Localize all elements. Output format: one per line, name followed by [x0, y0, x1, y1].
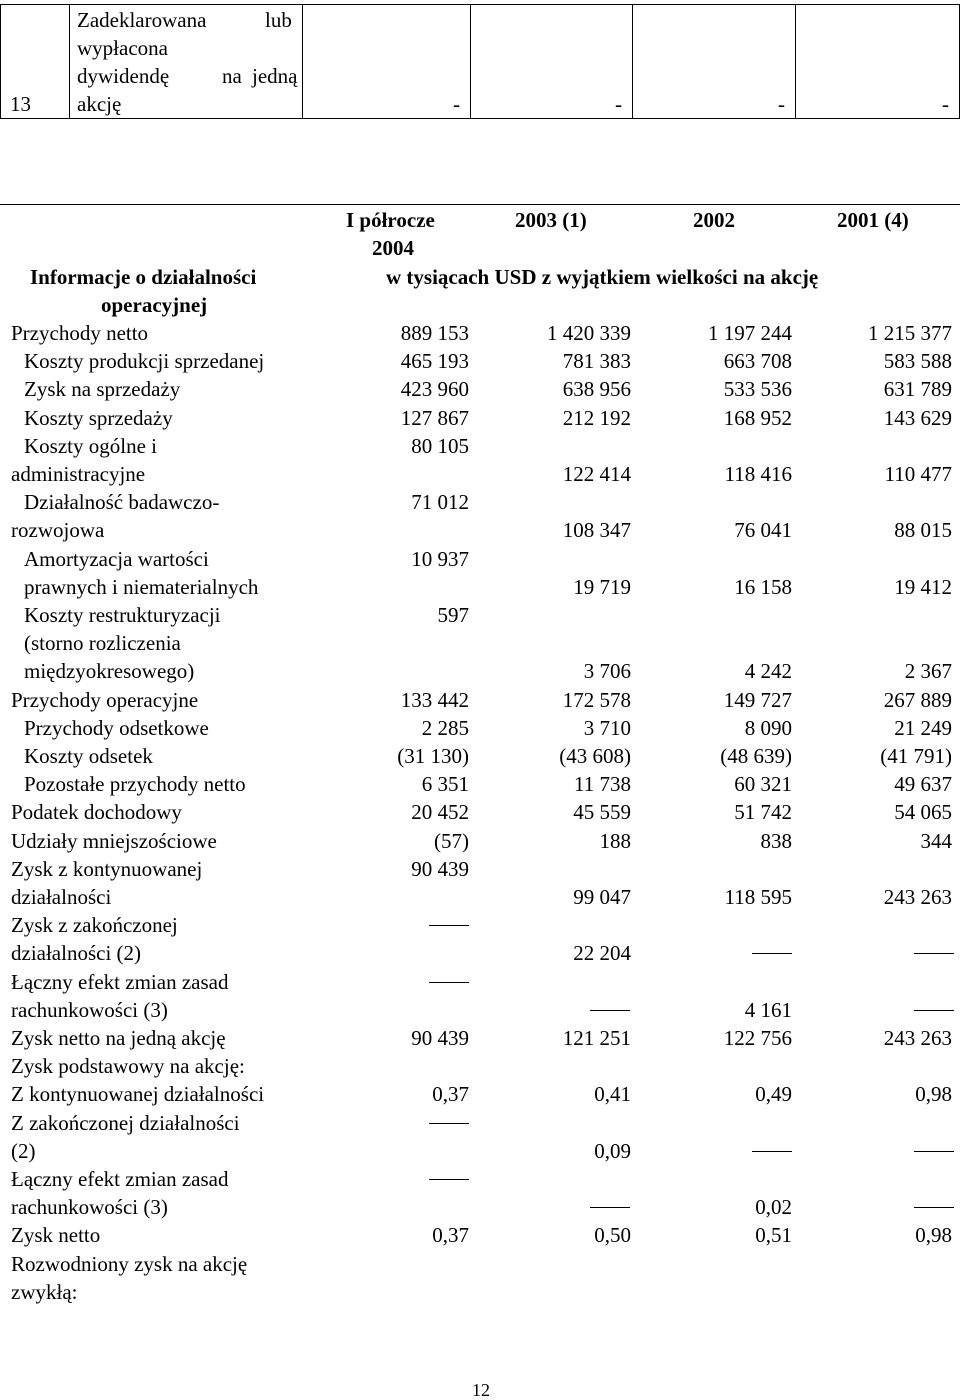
row-label: międzyokresowego) — [24, 659, 195, 684]
cell-value: 108 347 — [562, 518, 631, 543]
row-label: Koszty restrukturyzacji — [24, 603, 221, 627]
cell-value: 583 588 — [883, 349, 952, 374]
cell-value: 90 439 — [411, 856, 469, 881]
cell-value: 188 — [599, 828, 631, 853]
row-label: Zysk netto na jedną akcję — [11, 1026, 226, 1050]
dividend-label-word: jedną — [252, 64, 298, 88]
row-label: Zysk z zakończonej — [11, 913, 178, 938]
row-label: Zysk podstawowy na akcję: — [11, 1054, 245, 1079]
dash-mark — [429, 925, 469, 926]
cell-value: 0,51 — [755, 1223, 792, 1248]
row-label: Podatek dochodowy — [11, 800, 182, 825]
row-label: rozwojowa — [11, 518, 105, 543]
dash-mark — [914, 1151, 954, 1152]
row-label: Przychody netto — [11, 321, 149, 345]
dividend-value: - — [453, 92, 460, 116]
section-title: Informacje o działalności — [30, 265, 257, 289]
cell-value: 99 047 — [573, 885, 631, 909]
dividend-value: - — [942, 92, 949, 116]
cell-value: 465 193 — [400, 349, 469, 374]
row-label: Działalność badawczo- — [24, 490, 220, 515]
cell-value: 21 249 — [894, 715, 952, 740]
cell-value: 3 706 — [583, 659, 631, 684]
cell-value: 597 — [437, 603, 469, 627]
cell-value: 80 105 — [411, 433, 469, 458]
row-label: Udziały mniejszościowe — [11, 828, 217, 853]
cell-value: 1 197 244 — [708, 321, 792, 345]
row-label: rachunkowości (3) — [11, 1195, 168, 1220]
cell-value: 212 192 — [562, 405, 631, 430]
cell-value: 16 158 — [734, 574, 792, 599]
dash-mark — [752, 1151, 792, 1152]
row-label: (storno rozliczenia — [24, 631, 181, 656]
row-label: Koszty ogólne i — [24, 433, 157, 458]
dividend-label-word: wypłacona — [77, 36, 168, 60]
cell-value: 10 937 — [411, 546, 469, 571]
cell-value: 0,98 — [915, 1082, 952, 1107]
cell-value: 838 — [760, 828, 792, 853]
dash-mark — [429, 982, 469, 983]
cell-value: 45 559 — [573, 800, 631, 825]
row-label: Przychody operacyjne — [11, 687, 199, 712]
cell-value: 2 285 — [421, 715, 469, 740]
cell-value: 533 536 — [723, 377, 792, 402]
cell-value: 110 477 — [884, 462, 952, 486]
cell-value: 11 738 — [574, 772, 631, 797]
cell-value: 172 578 — [562, 687, 631, 712]
dividend-label-word: akcję — [77, 92, 122, 116]
cell-value: (43 608) — [559, 744, 631, 768]
cell-value: 0,49 — [755, 1082, 792, 1107]
cell-value: 1 420 339 — [547, 321, 631, 345]
row-label: prawnych i niematerialnych — [24, 574, 259, 599]
cell-value: 663 708 — [723, 349, 792, 374]
cell-value: 4 242 — [744, 659, 792, 684]
cell-value: 0,41 — [594, 1082, 631, 1107]
cell-value: 2 367 — [904, 659, 952, 684]
cell-value: 19 412 — [894, 574, 952, 599]
cell-value: 0,50 — [594, 1223, 631, 1248]
row-label: Z zakończonej działalności — [11, 1110, 240, 1135]
cell-value: 127 867 — [400, 405, 469, 430]
cell-value: (48 639) — [720, 744, 792, 768]
row-label: Pozostałe przychody netto — [24, 772, 246, 797]
dash-mark — [590, 1010, 630, 1011]
dividend-label-word: Zadeklarowana — [77, 8, 207, 32]
cell-value: 168 952 — [723, 405, 792, 430]
header-period-2004-year: 2004 — [372, 236, 414, 260]
cell-value: 88 015 — [894, 518, 952, 543]
row-label: Koszty sprzedaży — [24, 405, 173, 430]
cell-value: 51 742 — [734, 800, 792, 825]
row-label: Zysk z kontynuowanej — [11, 856, 203, 881]
cell-value: 22 204 — [573, 941, 631, 966]
row-label: działalności (2) — [11, 941, 142, 966]
header-year-2003: 2003 (1) — [515, 208, 587, 232]
cell-value: 133 442 — [400, 687, 469, 712]
dividend-value: - — [615, 92, 622, 116]
row-label: Zysk na sprzedaży — [24, 377, 181, 402]
cell-value: 122 756 — [723, 1026, 792, 1050]
cell-value: (31 130) — [397, 744, 469, 768]
row-label: Łączny efekt zmian zasad — [11, 969, 229, 994]
cell-value: 118 595 — [724, 885, 792, 909]
cell-value: (41 791) — [880, 744, 952, 768]
row-label: Łączny efekt zmian zasad — [11, 1167, 229, 1191]
cell-value: 121 251 — [562, 1026, 631, 1050]
cell-value: 122 414 — [562, 462, 631, 486]
dash-mark — [752, 953, 792, 954]
cell-value: 143 629 — [883, 405, 952, 430]
cell-value: 889 153 — [400, 321, 469, 345]
dividend-value: - — [778, 92, 785, 116]
dividend-label-word: na — [222, 64, 242, 88]
row-label: działalności — [11, 885, 112, 909]
row-label: administracyjne — [11, 462, 146, 486]
cell-value: 631 789 — [883, 377, 952, 402]
cell-value: 0,02 — [755, 1195, 792, 1220]
row-label: Zysk netto — [11, 1223, 101, 1248]
cell-value: 243 263 — [883, 1026, 952, 1050]
cell-value: 3 710 — [583, 715, 631, 740]
row-label: Koszty odsetek — [24, 744, 153, 768]
dash-mark — [429, 1179, 469, 1180]
cell-value: 76 041 — [734, 518, 792, 543]
header-period-2004: I półrocze — [346, 208, 435, 232]
cell-value: 0,09 — [594, 1138, 631, 1163]
dash-mark — [914, 953, 954, 954]
cell-value: 638 956 — [562, 377, 631, 402]
cell-value: 0,37 — [432, 1223, 469, 1248]
dash-mark — [429, 1123, 469, 1124]
cell-value: 1 215 377 — [868, 321, 952, 345]
cell-value: 423 960 — [400, 377, 469, 402]
cell-value: 49 637 — [894, 772, 952, 797]
row-label: Amortyzacja wartości — [24, 546, 209, 571]
row-label: Z kontynuowanej działalności — [11, 1082, 265, 1107]
cell-value: 149 727 — [723, 687, 792, 712]
cell-value: 71 012 — [411, 490, 469, 515]
cell-value: 118 416 — [724, 462, 792, 486]
cell-value: 243 263 — [883, 885, 952, 909]
row-label: Koszty produkcji sprzedanej — [24, 349, 265, 374]
row-label: rachunkowości (3) — [11, 997, 168, 1022]
row-label: Rozwodniony zysk na akcję — [11, 1251, 248, 1276]
cell-value: 90 439 — [411, 1026, 469, 1050]
dividend-label-word: lub — [265, 8, 292, 32]
cell-value: 60 321 — [734, 772, 792, 797]
row-number: 13 — [10, 92, 31, 116]
dash-mark — [914, 1207, 954, 1208]
header-year-2001: 2001 (4) — [837, 208, 909, 232]
dash-mark — [914, 1010, 954, 1011]
cell-value: (57) — [434, 828, 469, 853]
header-year-2002: 2002 — [693, 208, 735, 232]
cell-value: 54 065 — [894, 800, 952, 825]
row-label: (2) — [11, 1138, 36, 1163]
row-label: zwykłą: — [11, 1279, 78, 1304]
page-number: 12 — [472, 1380, 490, 1400]
cell-value: 781 383 — [562, 349, 631, 374]
cell-value: 19 719 — [573, 574, 631, 599]
cell-value: 6 351 — [421, 772, 469, 797]
cell-value: 8 090 — [744, 715, 792, 740]
row-label: Przychody odsetkowe — [24, 715, 209, 740]
cell-value: 344 — [920, 828, 952, 853]
cell-value: 267 889 — [883, 687, 952, 712]
cell-value: 20 452 — [411, 800, 469, 825]
cell-value: 0,37 — [432, 1082, 469, 1107]
units-note: w tysiącach USD z wyjątkiem wielkości na akcję — [386, 265, 819, 289]
cell-value: 4 161 — [744, 997, 792, 1022]
dash-mark — [590, 1207, 630, 1208]
dividend-label-word: dywidendę — [77, 64, 170, 88]
section-title-cont: operacyjnej — [101, 293, 208, 317]
cell-value: 0,98 — [915, 1223, 952, 1248]
